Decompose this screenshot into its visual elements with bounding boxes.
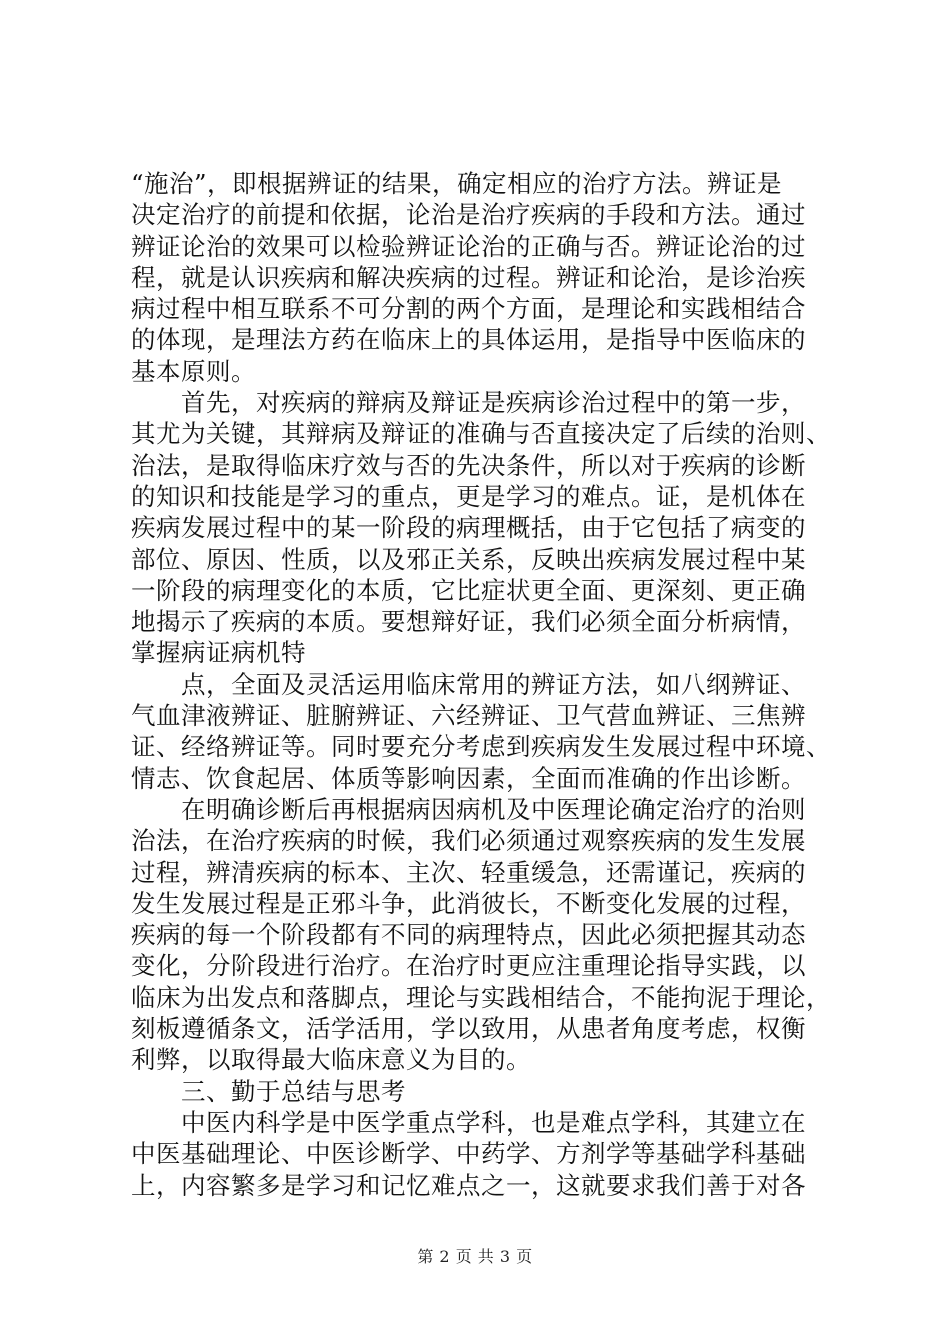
text-line: 治法，是取得临床疗效与否的先决条件，所以对于疾病的诊断 — [131, 450, 806, 480]
body-text — [131, 168, 835, 1201]
text-line: 治法，在治疗疾病的时候，我们必须通过观察疾病的发生发展 — [131, 826, 806, 856]
page-number-footer: 第 2 页 共 3 页 — [417, 1247, 533, 1266]
text-line: 刻板遵循条文，活学活用，学以致用，从患者角度考虑，权衡 — [131, 1014, 806, 1044]
text-line: 中医内科学是中医学重点学科，也是难点学科，其建立在 — [131, 1107, 806, 1137]
text-line: 过程，辨清疾病的标本、主次、轻重缓急，还需谨记，疾病的 — [131, 857, 806, 887]
text-line: 临床为出发点和落脚点，理论与实践相结合，不能拘泥于理论， — [131, 982, 831, 1012]
text-line: 证、经络辨证等。同时要充分考虑到疾病发生发展过程中环境、 — [131, 732, 831, 762]
text-line: 掌握病证病机特 — [131, 638, 306, 668]
text-line: 病过程中相互联系不可分割的两个方面，是理论和实践相结合 — [131, 294, 806, 324]
text-line: 疾病的每一个阶段都有不同的病理特点，因此必须把握其动态 — [131, 920, 806, 950]
text-line: 疾病发展过程中的某一阶段的病理概括，由于它包括了病变的 — [131, 513, 806, 543]
text-line: 程，就是认识疾病和解决疾病的过程。辨证和论治，是诊治疾 — [131, 262, 806, 292]
text-line: 部位、原因、性质，以及邪正关系，反映出疾病发展过程中某 — [131, 544, 806, 574]
text-line: 气血津液辨证、脏腑辨证、六经辨证、卫气营血辨证、三焦辨 — [131, 701, 806, 731]
text-line: 变化，分阶段进行治疗。在治疗时更应注重理论指导实践，以 — [131, 951, 806, 981]
text-line: 发生发展过程是正邪斗争，此消彼长，不断变化发展的过程， — [131, 888, 806, 918]
text-line: 基本原则。 — [131, 356, 256, 386]
text-line: 地揭示了疾病的本质。要想辩好证，我们必须全面分析病情， — [131, 607, 806, 637]
text-line: 的知识和技能是学习的重点，更是学习的难点。证，是机体在 — [131, 481, 806, 511]
text-line: “施治”，即根据辨证的结果，确定相应的治疗方法。辨证是 — [131, 169, 783, 198]
text-line: 在明确诊断后再根据病因病机及中医理论确定治疗的治则 — [131, 794, 806, 824]
section-heading: 三、勤于总结与思考 — [131, 1076, 406, 1106]
text-line: 首先，对疾病的辩病及辩证是疾病诊治过程中的第一步， — [131, 388, 806, 418]
text-line: 一阶段的病理变化的本质，它比症状更全面、更深刻、更正确 — [131, 575, 806, 605]
text-line: 的体现，是理法方药在临床上的具体运用，是指导中医临床的 — [131, 325, 806, 355]
text-line: 上，内容繁多是学习和记忆难点之一，这就要求我们善于对各 — [131, 1170, 806, 1200]
text-line: 其尤为关键，其辩病及辩证的准确与否直接决定了后续的治则、 — [131, 419, 831, 449]
text-line: 点，全面及灵活运用临床常用的辨证方法，如八纲辨证、 — [131, 669, 806, 699]
text-line: 中医基础理论、中医诊断学、中药学、方剂学等基础学科基础 — [131, 1139, 806, 1169]
text-line: 决定治疗的前提和依据，论治是治疗疾病的手段和方法。通过 — [131, 200, 806, 230]
text-line: 利弊，以取得最大临床意义为目的。 — [131, 1045, 531, 1075]
text-line: 辨证论治的效果可以检验辨证论治的正确与否。辨证论治的过 — [131, 231, 806, 261]
text-line: 情志、饮食起居、体质等影响因素，全面而准确的作出诊断。 — [131, 763, 806, 793]
